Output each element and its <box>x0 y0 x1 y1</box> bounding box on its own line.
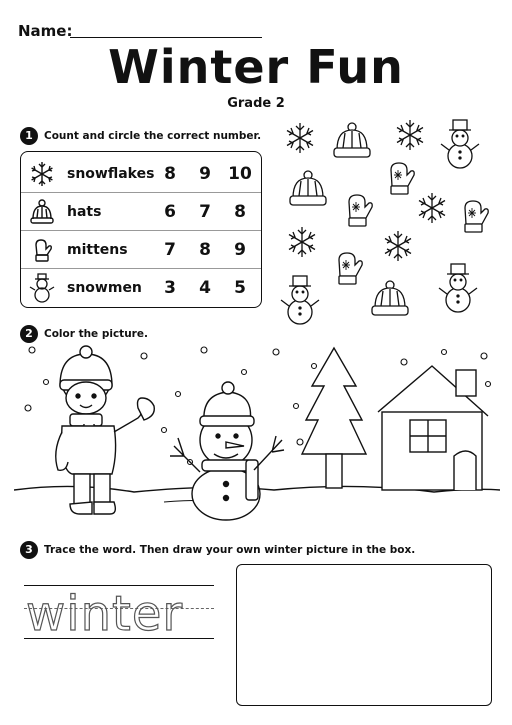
number-choice[interactable]: 9 <box>199 164 211 184</box>
number-choice[interactable]: 8 <box>234 202 246 222</box>
section-2-instruction: Color the picture. <box>44 328 148 340</box>
drawing-box[interactable] <box>236 564 492 706</box>
number-choice[interactable]: 6 <box>164 202 176 222</box>
count-row-snowmen <box>21 269 261 307</box>
section-2-badge: 2 <box>20 325 38 343</box>
count-row-label: mittens <box>67 242 128 258</box>
page-title: Winter Fun <box>108 40 404 94</box>
mitten-icon <box>27 235 57 265</box>
count-row-hats <box>21 193 261 231</box>
number-choice[interactable]: 4 <box>199 278 211 298</box>
snowflake-icon <box>27 159 57 189</box>
name-label: Name: <box>18 22 73 40</box>
count-row-mittens <box>21 231 261 269</box>
count-row-label: snowmen <box>67 280 142 296</box>
number-choice[interactable]: 7 <box>164 240 176 260</box>
number-choice[interactable]: 8 <box>199 240 211 260</box>
count-table <box>20 151 262 308</box>
coloring-picture[interactable] <box>14 342 500 532</box>
number-choice[interactable]: 3 <box>164 278 176 298</box>
number-choice[interactable]: 9 <box>234 240 246 260</box>
number-choice[interactable]: 10 <box>228 164 252 184</box>
section-1-badge: 1 <box>20 127 38 145</box>
number-choice[interactable]: 5 <box>234 278 246 298</box>
name-field[interactable] <box>70 37 262 38</box>
trace-word[interactable]: winter <box>26 586 184 642</box>
grade-label: Grade 2 <box>227 96 285 111</box>
hat-icon <box>27 197 57 227</box>
count-row-label: snowflakes <box>67 166 155 182</box>
section-3-instruction: Trace the word. Then draw your own winter picture in the box. <box>44 544 416 556</box>
count-row-snowflakes <box>21 155 261 193</box>
number-choice[interactable]: 8 <box>164 164 176 184</box>
counting-picture <box>270 110 500 330</box>
section-3-badge: 3 <box>20 541 38 559</box>
snowman-icon <box>27 273 57 303</box>
number-choice[interactable]: 7 <box>199 202 211 222</box>
count-row-label: hats <box>67 204 102 220</box>
section-1-instruction: Count and circle the correct number. <box>44 130 262 142</box>
